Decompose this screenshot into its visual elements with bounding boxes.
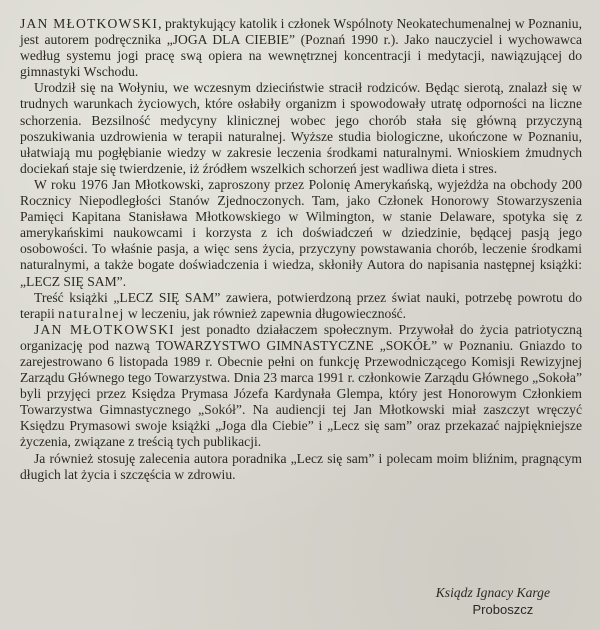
- paragraph-segment: naturalnej: [58, 305, 125, 321]
- signature-block: [436, 584, 550, 618]
- signature-title: Proboszcz: [472, 602, 534, 617]
- paragraph-3: [20, 177, 582, 290]
- paragraph-5: [20, 322, 582, 451]
- paragraph-segment: w leczeniu, jak również zapewnia długowieczność.: [124, 305, 407, 321]
- paragraph-2: [20, 80, 582, 177]
- paragraph-segment: jest ponadto działaczem społecznym. Przywołał do życia patriotyczną organizację pod nazwą TOWARZYSTWO GIMNASTYCZNE „SOKÓŁ” w Poznaniu. Gniazdo to zarejestrowano 6 listopada 1989 r. Obecnie pełni on funkcję Przewodniczącego Komisji Rewizyjnej Zarządu Głównego tego Towarzystwa. Dnia 23 marca 1991 r. członkowie Zarządu Głównego „Sokoła” byli przyjęci przez Księdza Prymasa Józefa Kardynała Glempa, który jest Honorowym Członkiem Towarzystwa Gimnastycznego „Sokół”. Na audiencji tej Jan Młotkowski miał zaszczyt wręczyć Księdzu Prymasowi swoje książki „Joga dla Ciebie” i „Lecz się sam” oraz przekazać najpiękniejsze życzenia, związane z treścią tych publikacji.: [20, 321, 582, 450]
- paragraph-6: [20, 451, 582, 483]
- body-text: [20, 16, 582, 483]
- paragraph-segment: JAN MŁOTKOWSKI: [20, 16, 159, 31]
- paragraph-1: [20, 16, 582, 80]
- paragraph-segment: W roku 1976 Jan Młotkowski, zaproszony przez Polonię Amerykańską, wyjeżdża na obchody 200 Rocznicy Niepodległości Stanów Zjednoczonych. Tam, jako Członek Honorowy Stowarzyszenia Pamięci Kapitana Stanisława Młotkowskiego w Wilmington, w stanie Delaware, spotyka się z amerykańskimi naukowcami i korzysta z ich doświadczeń w dziedzinie, będącej pasją jego osobowości. To właśnie pasja, a więc sens życia, przyczyny powstawania chorób, leczenie środkami naturalnymi, a także bogate doświadczenia i wiedza, skłoniły Autora do napisania następnej książki: „LECZ SIĘ SAM”.: [20, 176, 582, 289]
- paragraph-segment: Treść książki „LECZ SIĘ SAM” zawiera, potwierdzoną przez świat nauki, potrzebę powrotu do terapii: [20, 289, 582, 321]
- paragraph-segment: , praktykujący katolik i członek Wspólnoty Neokatechumenalnej w Poznaniu, jest autorem podręcznika „JOGA DLA CIEBIE” (Poznań 1990 r.). Jako nauczyciel i wychowawca według systemu jogi pracę swą opiera na wewnętrznej koncentracji i medytacji, nawiązującej do gimnastyki Wschodu.: [20, 16, 582, 80]
- paragraph-4: [20, 290, 582, 322]
- paragraph-segment: JAN MŁOTKOWSKI: [34, 321, 175, 337]
- paragraph-segment: Urodził się na Wołyniu, we wczesnym dzieciństwie stracił rodziców. Będąc sierotą, znalazł się w trudnych warunkach życiowych, które osłabiły organizm i spowodowały utratę odporności na liczne schorzenia. Bezsilność medycyny klinicznej wobec jego chorób stała się główną przyczyną poszukiwania uzdrowienia w terapii naturalnej. Wyższe studia biologiczne, ukończone w Poznaniu, ułatwiają mu pogłębianie wiedzy w zakresie leczenia środkami naturalnymi. Wnioskiem żmudnych dociekań staje się twierdzenie, iż źródłem wszelkich schorzeń jest wadliwa dieta i stres.: [20, 80, 582, 176]
- paragraph-segment: Ja również stosuję zalecenia autora poradnika „Lecz się sam” i polecam moim bliźnim, pragnącym długich lat życia i szczęścia w zdrowiu.: [20, 450, 582, 482]
- signature-name: Ksiądz Ignacy Karge: [435, 585, 550, 600]
